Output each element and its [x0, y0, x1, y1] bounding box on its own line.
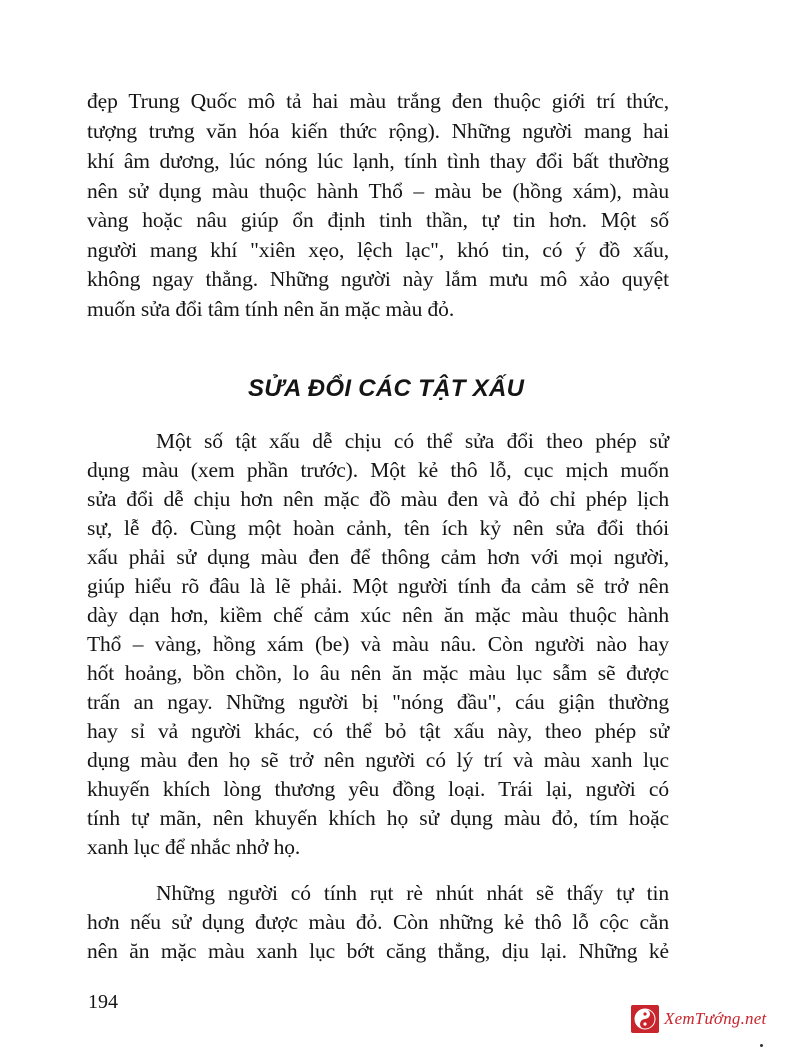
paragraph3-line: nên ăn mặc màu xanh lục bớt căng thẳng, dịu lại. Những kẻ [87, 939, 669, 963]
paragraph2-line: trấn an ngay. Những người bị "nóng đầu", cáu giận thường [87, 690, 669, 714]
paragraph2-line: sự, lễ độ. Cùng một hoàn cảnh, tên ích kỷ nên sửa đổi thói [87, 516, 669, 540]
paragraph2-line: dụng màu (xem phần trước). Một kẻ thô lỗ, cục mịch muốn [87, 458, 669, 482]
paragraph2-line: hốt hoảng, bồn chồn, lo âu nên ăn mặc màu lục sẫm sẽ được [87, 661, 669, 685]
paragraph3-line: Những người có tính rụt rè nhút nhát sẽ thấy tự tin [156, 881, 669, 905]
paragraph2-line: dày dạn hơn, kiềm chế cảm xúc nên ăn mặc màu thuộc hành [87, 603, 669, 627]
paragraph2-line: khuyến khích lòng thương yêu đồng loại. Trái lại, người có [87, 777, 669, 801]
paragraph2-line: giúp hiểu rõ đâu là lẽ phải. Một người tính đa cảm sẽ trở nên [87, 574, 669, 598]
paragraph3-line: hơn nếu sử dụng được màu đỏ. Còn những kẻ thô lỗ cộc cằn [87, 910, 669, 934]
paragraph2-line: dụng màu đen họ sẽ trở nên người có lý trí và màu xanh lục [87, 748, 669, 772]
paragraph2-line: xấu phải sử dụng màu đen để thông cảm hơn với mọi người, [87, 545, 669, 569]
paragraph1-line: vàng hoặc nâu giúp ổn định tinh thần, tự tin hơn. Một số [87, 208, 669, 232]
scan-speck [760, 1044, 763, 1047]
paragraph1-line: tượng trưng văn hóa kiến thức rộng). Những người mang hai [87, 119, 669, 143]
paragraph2-line: xanh lục để nhắc nhở họ. [87, 835, 301, 859]
paragraph2-line: Thổ – vàng, hồng xám (be) và màu nâu. Còn người nào hay [87, 632, 669, 656]
paragraph1-line: người mang khí "xiên xẹo, lệch lạc", khó tin, có ý đồ xấu, [87, 238, 669, 262]
paragraph2-line: sửa đổi dễ chịu hơn nên mặc đồ màu đen và đỏ chỉ phép lịch [87, 487, 669, 511]
paragraph1-line: muốn sửa đổi tâm tính nên ăn mặc màu đỏ. [87, 297, 455, 321]
paragraph2-line: Một số tật xấu dễ chịu có thể sửa đổi theo phép sử [156, 429, 669, 453]
watermark-text: XemTướng.net [664, 1009, 767, 1028]
site-watermark [631, 1004, 766, 1034]
page-number: 194 [88, 991, 118, 1013]
paragraph2-line: hay sỉ vả người khác, có thể bỏ tật xấu này, theo phép sử [87, 719, 669, 743]
yin-yang-icon [631, 1005, 659, 1033]
paragraph1-line: nên sử dụng màu thuộc hành Thổ – màu be (hồng xám), màu [87, 179, 669, 203]
paragraph1-line: khí âm dương, lúc nóng lúc lạnh, tính tình thay đổi bất thường [87, 149, 669, 173]
paragraph1-line: không ngay thẳng. Những người này lắm mưu mô xảo quyệt [87, 267, 669, 291]
paragraph1-line: đẹp Trung Quốc mô tả hai màu trắng đen thuộc giới trí thức, [87, 89, 669, 113]
paragraph2-line: tính tự mãn, nên khuyến khích họ sử dụng màu đỏ, tím hoặc [87, 806, 669, 830]
section-heading: SỬA ĐỔI CÁC TẬT XẤU [248, 375, 525, 402]
